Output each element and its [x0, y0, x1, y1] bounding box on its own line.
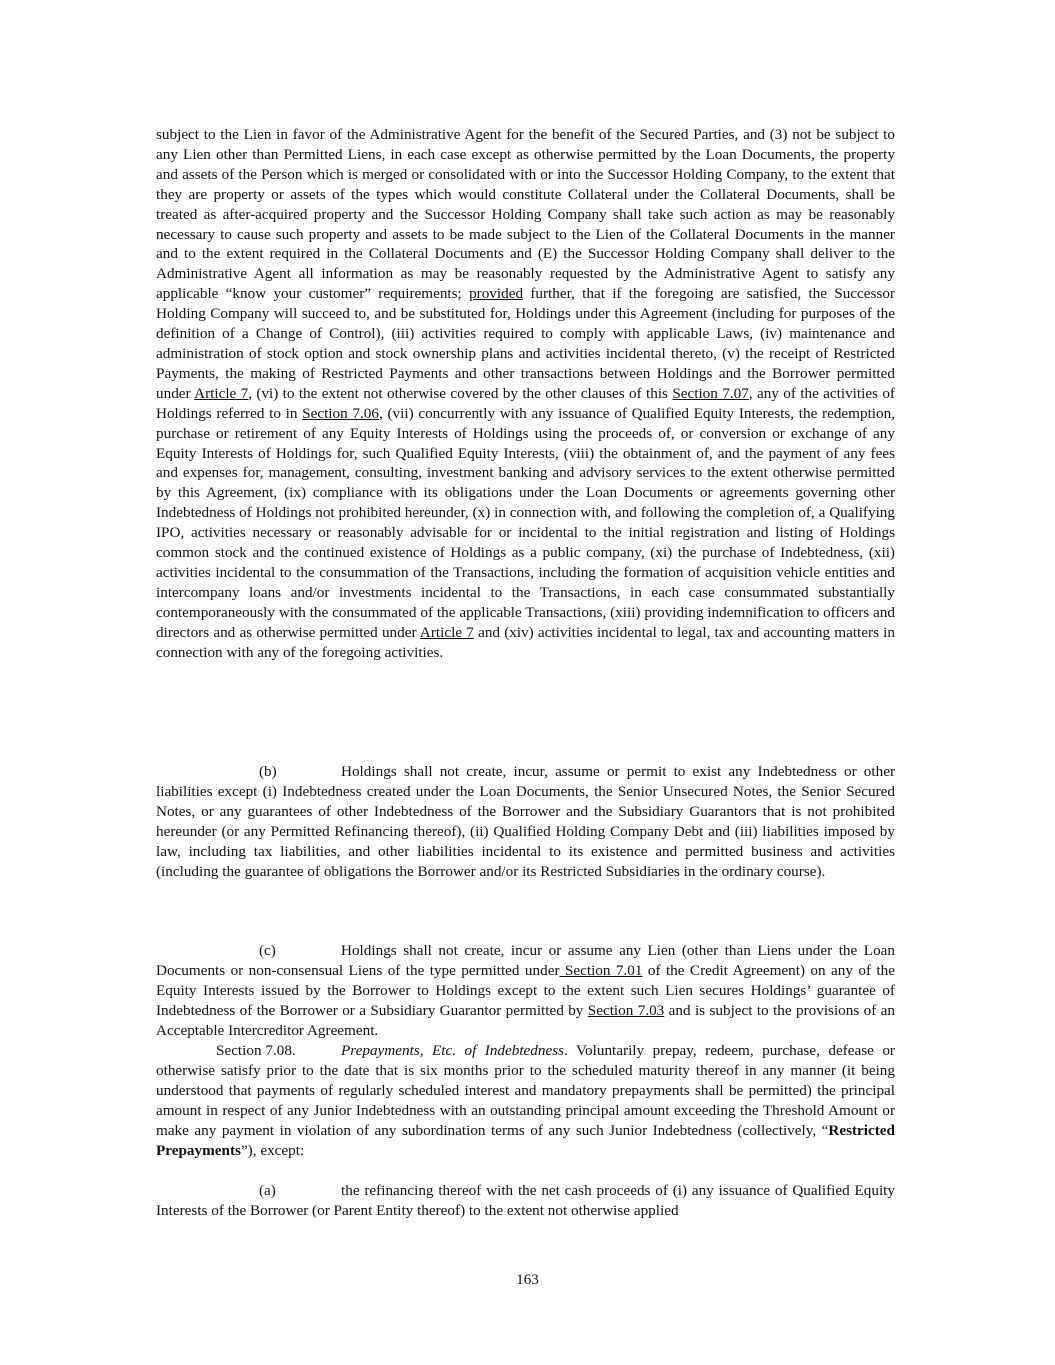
clause-a [156, 1181, 895, 1221]
page-number: 163 [516, 1271, 539, 1288]
clause-label: (a) [259, 1182, 276, 1199]
defined-term: Restricted Prepayments [156, 1121, 895, 1159]
xref-article-7: Article 7 [194, 384, 249, 402]
section-number: Section 7.08. [216, 1042, 296, 1059]
clause-b [156, 762, 895, 881]
clause-text: Holdings shall not create, incur or assume any Lien (other than Liens under the Loan Documents or non-consensual Liens of the type permitted under [156, 942, 895, 979]
text-run: , (vii) concurrently with any issuance of Qualified Equity Interests, the redemption, purchase or retirement of any Equity Interests of Holdings using the proceeds of, or conversion or exchange of any Equity Interests of Holdings for, such Qualified Equity Interests, (viii) the obtainment of, and the payment of any fees and expenses for, management, consulting, investment banking and advisory services to the extent otherwise permitted by this Agreement, (ix) compliance with its obligations under the Loan Documents or agreements governing other Indebtedness of Holdings not prohibited hereunder, (x) in connection with, and following the completion of, a Qualifying IPO, activities necessary or reasonably advisable for or incidental to the initial registration and listing of Holdings common stock and the continued existence of Holdings as a public company, (xi) the purchase of Indebtedness, (xii) activities incidental to the consummation of the Transactions, including the formation of acquisition vehicle entities and intercompany loans and/or investments incidental to the Transactions, in each case consummated substantially contemporaneously with the consummated of the applicable Transactions, (xiii) providing indemnification to officers and directors and as otherwise permitted under [156, 404, 895, 641]
term-provided: provided [469, 285, 524, 303]
section-title: Prepayments, Etc. of Indebtedness [341, 1042, 565, 1059]
xref-section-7-07: Section 7.07 [672, 384, 749, 402]
text-run: subject to the Lien in favor of the Administrative Agent for the benefit of the Secured Parties, and (3) not be subject to any Lien other than Permitted Liens, in each case except as otherwise permitted by the Loan Documents, the property and assets of the Person which is merged or consolidated with or into the Successor Holding Company, to the extent that they are property or assets of the types which would constitute Collateral under the Collateral Documents, shall be treated as after-acquired property and the Successor Holding Company shall take such action as may be reasonably necessary to cause such property and assets to be made subject to the Lien of the Collateral Documents in the manner and to the extent required in the Collateral Documents and (E) the Successor Holding Company shall deliver to the Administrative Agent all information as may be reasonably requested by the Administrative Agent to satisfy any applicable “know your customer” requirements; [156, 126, 895, 303]
clause-c [156, 941, 895, 1041]
clause-text: and is subject to the provisions of an Acceptable Intercreditor Agreement. [156, 1001, 895, 1039]
clause-text: the refinancing thereof with the net cash proceeds of (i) any issuance of Qualified Equity Interests of the Borrower (or Parent Entity thereof) to the extent not otherwise applied [156, 1182, 895, 1219]
text-run: and (xiv) activities incidental to legal, tax and accounting matters in connection with any of the foregoing activities. [156, 623, 895, 661]
paragraph-continuation [156, 125, 895, 662]
section-7-08 [156, 1041, 895, 1160]
text-run: , any of the activities of Holdings referred to in [156, 384, 895, 422]
xref-section-7-01: Section 7.01 [559, 961, 643, 979]
text-run: , (vi) to the extent not otherwise covered by the other clauses of this [248, 384, 673, 402]
xref-section-7-06: Section 7.06 [302, 404, 379, 422]
text-run: further, that if the foregoing are satisfied, the Successor Holding Company will succeed to, and be substituted for, Holdings under this Agreement (including for purposes of the definition of a Change of Control), (iii) activities required to comply with applicable Laws, (iv) maintenance and administration of stock option and stock ownership plans and activities incidental thereto, (v) the receipt of Restricted Payments, the making of Restricted Payments and other transactions between Holdings and the Borrower permitted under [156, 285, 895, 402]
xref-article-7: Article 7 [419, 623, 474, 641]
xref-section-7-03: Section 7.03 [587, 1001, 665, 1019]
section-text: ”), except: [240, 1141, 305, 1159]
clause-text: Holdings shall not create, incur, assume or permit to exist any Indebtedness or other liabilities except (i) Indebtedness created under the Loan Documents, the Senior Unsecured Notes, the Senior Secured Notes, or any guarantees of other Indebtedness of the Borrower and the Subsidiary Guarantors that is not prohibited hereunder (or any Permitted Refinancing thereof), (ii) Qualified Holding Company Debt and (iii) liabilities imposed by law, including tax liabilities, and other liabilities incidental to its existence and permitted business and activities (including the guarantee of obligations the Borrower and/or its Restricted Subsidiaries in the ordinary course). [156, 763, 895, 880]
clause-label: (b) [259, 763, 277, 780]
section-text: . Voluntarily prepay, redeem, purchase, defease or otherwise satisfy prior to the date that is six months prior to the scheduled maturity thereof in any manner (it being understood that payments of regularly scheduled interest and mandatory prepayments shall be permitted) the principal amount in respect of any Junior Indebtedness with an outstanding principal amount exceeding the Threshold Amount or make any payment in violation of any subordination terms of any such Junior Indebtedness (collectively, “ [156, 1042, 895, 1139]
clause-text: of the Credit Agreement) on any of the Equity Interests issued by the Borrower to Holdings except to the extent such Lien secures Holdings’ guarantee of Indebtedness of the Borrower or a Subsidiary Guarantor permitted by [156, 961, 895, 1019]
clause-label: (c) [259, 942, 276, 959]
